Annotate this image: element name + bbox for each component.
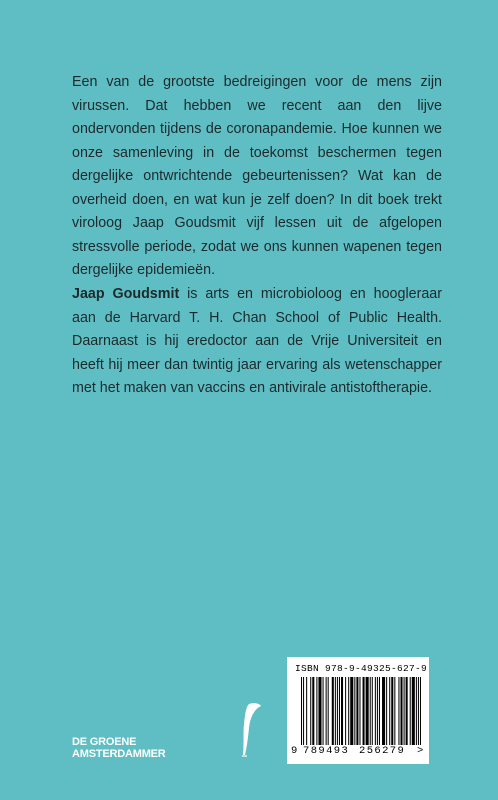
barcode-box [287,657,429,764]
barcode-bar [332,677,334,745]
author-paragraph [72,283,442,401]
barcode-bar [345,677,346,745]
barcode-bar [372,677,373,745]
barcode-bar [404,677,405,745]
barcode-bar [375,677,376,745]
publisher-logo-line-1: DE GROENE [72,736,137,748]
barcode-bar [370,677,371,745]
author-name: Jaap Goudsmit [72,286,180,302]
barcode-bar [366,677,369,745]
blurb-paragraph-1: Een van de grootste bedreigingen voor de mens zijn virussen. Dat hebben we recent aan den lijve ondervonden tijdens de coronapandemie. Hoe kunnen we onze samenleving in de toekomst beschermen tegen dergelijke ontwrichtende gebeurtenissen? Wat kan de overheid doen, en wat kun je zelf doen? In dit boek trekt viroloog Jaap Goudsmit vijf lessen uit de afgelopen stressvolle periode, zodat we ons kunnen wapenen tegen dergelijke epidemieën. [72,74,442,278]
barcode-bar [416,677,417,745]
barcode-bar [379,677,380,745]
barcode-digits-left: 789493 [303,745,350,757]
barcode-bar [420,677,421,745]
barcode-bar [316,677,317,745]
barcode-digit-lead: 9 [291,745,298,757]
barcode-bar [356,677,358,745]
barcode-bar [328,677,329,745]
barcode-bar [410,677,411,745]
barcode-bar [303,677,304,745]
barcode-bar [312,677,314,745]
barcode-bar [310,677,311,745]
barcode-bar [348,677,349,745]
barcode-bar [391,677,393,745]
feather-pen-icon [233,700,263,760]
isbn-label: ISBN 978-9-49325-627-9 [295,663,428,674]
barcode-bar [301,677,302,745]
barcode-arrow: > [417,745,424,757]
barcode-bar [323,677,324,745]
barcode-bar [377,677,378,745]
barcode-bar [363,677,365,745]
barcode-bar [350,677,353,745]
barcode-bar [389,677,390,745]
barcode-bar [341,677,343,745]
barcode-bar [400,677,402,745]
publisher-logo [72,736,192,760]
barcode-bar [306,677,307,745]
barcode-bar [337,677,338,745]
barcode-bar [406,677,408,745]
barcode-bar [412,677,415,745]
barcode-bar [394,677,395,745]
barcode-bar [386,677,387,745]
barcode-bar [326,677,327,745]
barcode-bar [335,677,336,745]
barcode-bar [398,677,399,745]
barcode-bar [339,677,340,745]
barcode-bar [382,677,385,745]
author-bio: is arts en microbioloog en hoogleraar aan de Harvard T. H. Chan School of Public Health. Daarnaast is hij eredoctor aan de Vrije Universiteit en heeft hij meer dan twintig jaar ervaring als wetenschapper met het maken van vaccins en antivirale antistoftherapie. [72,286,442,396]
barcode-digits-right: 256279 [359,745,406,757]
barcode-bar [318,677,321,745]
barcode-bar [354,677,355,745]
publisher-logo-line-2: AMSTERDAMMER [72,748,166,760]
barcode-bars [301,677,421,745]
barcode-bar [418,677,419,745]
barcode-bar [359,677,360,745]
